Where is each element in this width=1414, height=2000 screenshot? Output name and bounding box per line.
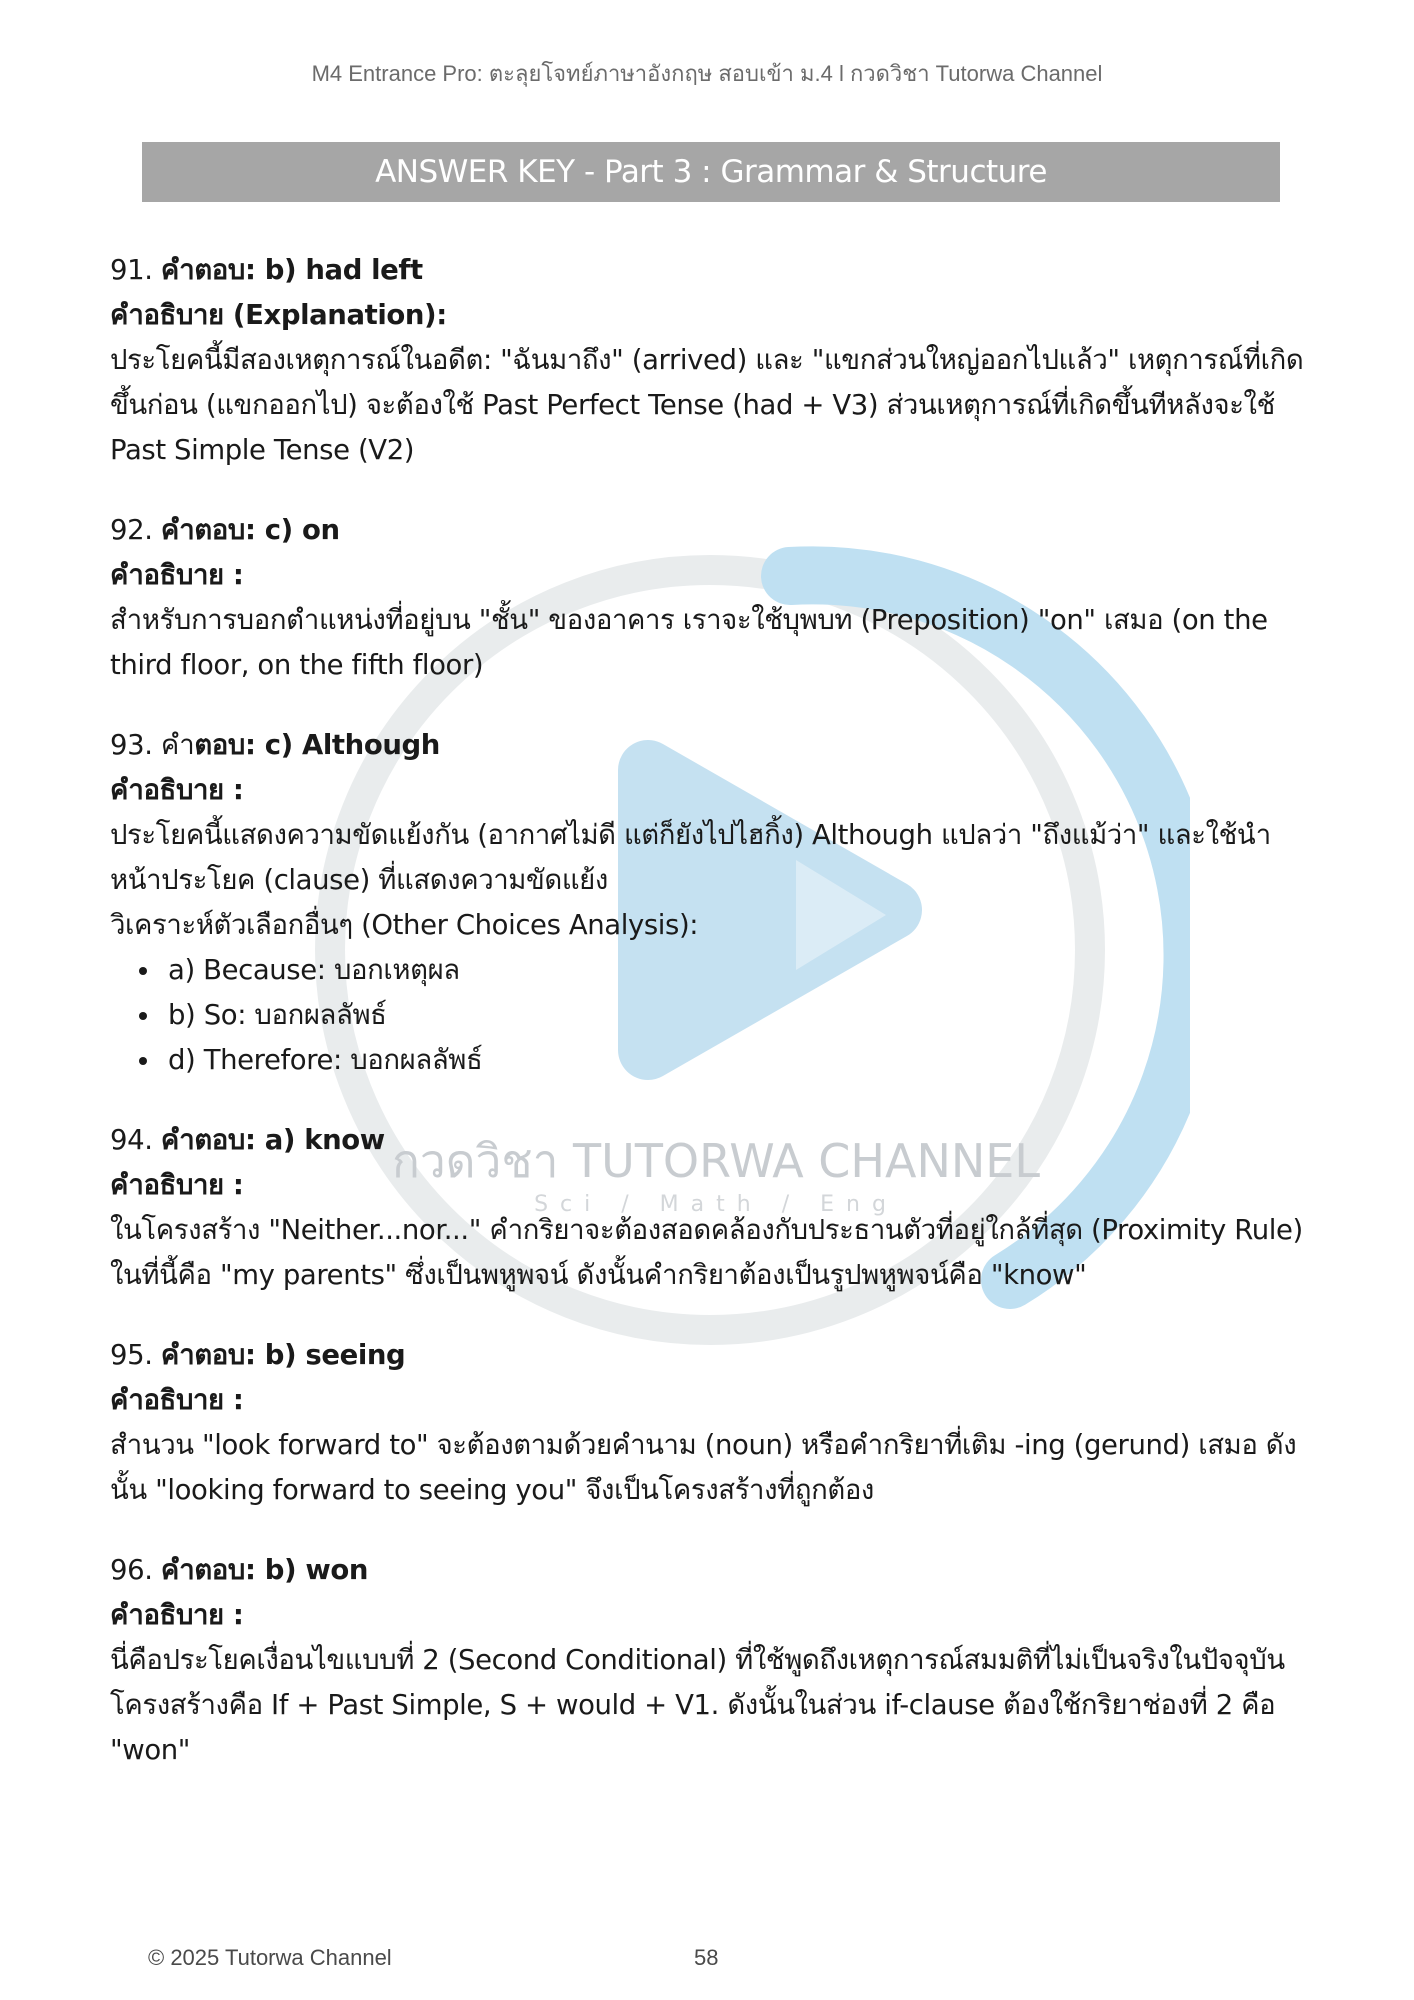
answer-text: คำตอบ: b) won	[160, 1554, 369, 1586]
explanation-label: คำอธิบาย :	[110, 774, 244, 806]
answer-text: คำตอบ: b) seeing	[160, 1339, 406, 1371]
answer-text: คำตอบ: c) on	[160, 514, 340, 546]
answer-line	[110, 248, 1320, 293]
page-header: M4 Entrance Pro: ตะลุยโจทย์ภาษาอังกฤษ สอบเข้า ม.4 l กวดวิชา Tutorwa Channel	[311, 61, 1103, 86]
answer-line	[110, 508, 1320, 553]
explanation-text: ประโยคนี้แสดงความขัดแย้งกัน (อากาศไม่ดี แต่ก็ยังไปไฮกิ้ง) Although แปลว่า "ถึงแม้ว่า" และใช้นำหน้าประโยค (clause) ที่แสดงความขัดแย้ง	[110, 819, 1271, 896]
watermark-subtext: Sci / Math / Eng	[534, 1192, 898, 1217]
answer-line	[110, 1333, 1320, 1378]
choice-item: • a) Because: บอกเหตุผล	[162, 948, 1320, 993]
question-94	[110, 1118, 1320, 1298]
explanation-label: คำอธิบาย :	[110, 1599, 244, 1631]
explanation-label: คำอธิบาย :	[110, 559, 244, 591]
footer-copyright: © 2025 Tutorwa Channel	[148, 1945, 392, 1970]
explanation-label: คำอธิบาย (Explanation):	[110, 299, 447, 331]
explanation-text: สำนวน "look forward to" จะต้องตามด้วยคำนาม (noun) หรือคำกริยาที่เติม -ing (gerund) เสมอ ดังนั้น "looking forward to seeing you" จึงเป็นโครงสร้างที่ถูกต้อง	[110, 1429, 1297, 1506]
question-92	[110, 508, 1320, 688]
choice-item: • d) Therefore: บอกผลลัพธ์	[162, 1038, 1320, 1083]
choices-list	[110, 948, 1320, 1083]
explanation-label: คำอธิบาย :	[110, 1384, 244, 1416]
question-number: 91.	[110, 254, 153, 286]
question-number: 96.	[110, 1554, 153, 1586]
choice-item: • b) So: บอกผลลัพธ์	[162, 993, 1320, 1038]
question-95	[110, 1333, 1320, 1513]
answer-text: คำตอบ: a) know	[160, 1124, 385, 1156]
question-91	[110, 248, 1320, 473]
watermark-text: กวดวิชา TUTORWA CHANNEL	[392, 1134, 1040, 1188]
question-number: 95.	[110, 1339, 153, 1371]
answer-line	[110, 723, 1320, 768]
section-banner: ANSWER KEY - Part 3 : Grammar & Structure	[142, 142, 1280, 202]
explanation-text: ในโครงสร้าง "Neither...nor..." คำกริยาจะต้องสอดคล้องกับประธานตัวที่อยู่ใกล้ที่สุด (Proximity Rule) ในที่นี้คือ "my parents" ซึ่งเป็นพหูพจน์ ดังนั้นคำกริยาต้องเป็นรูปพหูพจน์คือ "know"	[110, 1214, 1303, 1291]
explanation-text: สำหรับการบอกตำแหน่งที่อยู่บน "ชั้น" ของอาคาร เราจะใช้บุพบท (Preposition) "on" เสมอ (on the third floor, on the fifth floor)	[110, 604, 1268, 681]
question-number: 92.	[110, 514, 153, 546]
answer-text: คำตอบ: b) had left	[160, 254, 423, 286]
explanation-text: ประโยคนี้มีสองเหตุการณ์ในอดีต: "ฉันมาถึง" (arrived) และ "แขกส่วนใหญ่ออกไปแล้ว" เหตุการณ์ที่เกิดขึ้นก่อน (แขกออกไป) จะต้องใช้ Past Perfect Tense (had + V3) ส่วนเหตุการณ์ที่เกิดขึ้นทีหลังจะใช้ Past Simple Tense (V2)	[110, 344, 1304, 466]
question-number: 93.	[110, 729, 153, 761]
answer-line	[110, 1118, 1320, 1163]
analysis-label: วิเคราะห์ตัวเลือกอื่นๆ (Other Choices Analysis):	[110, 909, 699, 941]
page-number: 58	[694, 1945, 719, 1970]
answer-line	[110, 1548, 1320, 1593]
question-number: 94.	[110, 1124, 153, 1156]
answer-content	[110, 248, 1320, 1808]
question-96	[110, 1548, 1320, 1773]
answer-prefix: คำ	[160, 729, 195, 761]
question-93	[110, 723, 1320, 1083]
explanation-label: คำอธิบาย :	[110, 1169, 244, 1201]
explanation-text: นี่คือประโยคเงื่อนไขแบบที่ 2 (Second Conditional) ที่ใช้พูดถึงเหตุการณ์สมมติที่ไม่เป็นจริงในปัจจุบัน โครงสร้างคือ If + Past Simple, S + would + V1. ดังนั้นในส่วน if-clause ต้องใช้กริยาช่องที่ 2 คือ "won"	[110, 1644, 1285, 1766]
answer-text: ตอบ: c) Although	[194, 729, 440, 761]
